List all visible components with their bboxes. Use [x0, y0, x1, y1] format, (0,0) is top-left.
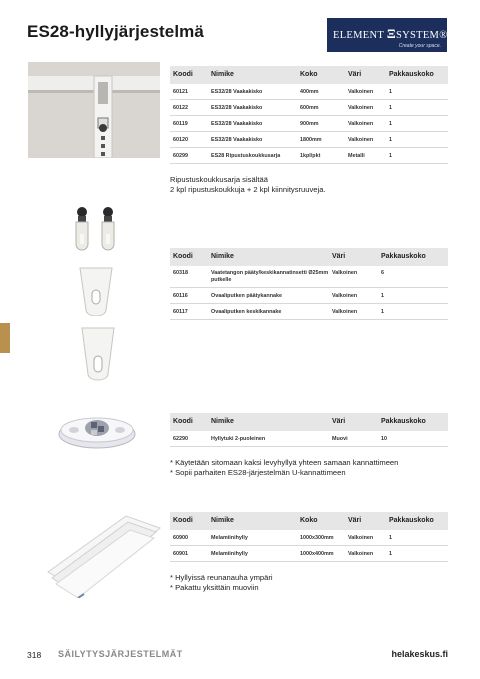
section-tab [0, 323, 10, 353]
section-name: SÄILYTYSJÄRJESTELMÄT [58, 649, 183, 659]
table-header [170, 512, 448, 530]
cell-pack: 10 [381, 436, 387, 442]
cell-code: 60119 [173, 121, 188, 127]
table-header [170, 66, 448, 84]
cell-color: Valkoinen [348, 535, 374, 541]
cell-size: 1kpl/pkt [300, 153, 321, 159]
shelf-note [170, 573, 273, 592]
cell-name: ES32/28 Vaakakisko [211, 121, 263, 127]
cell-pack: 1 [381, 293, 384, 299]
cell-code: 60318 [173, 270, 188, 276]
page-number: 318 [27, 650, 42, 660]
cell-name: ES28 Ripustuskoukkusarja [211, 153, 281, 159]
shelf-support-table [170, 413, 448, 447]
page-title: ES28-hyllyjärjestelmä [27, 22, 204, 41]
col-pack: Pakkauskoko [389, 71, 434, 78]
rail-photo [28, 62, 160, 158]
cell-color: Valkoinen [348, 105, 374, 111]
cell-color: Valkoinen [332, 309, 358, 315]
hooks-photo [68, 204, 124, 260]
cell-color: Valkoinen [348, 137, 374, 143]
cell-code: 60116 [173, 293, 188, 299]
cell-name: Melamiinihylly [211, 551, 248, 557]
cell-color: Valkoinen [348, 121, 374, 127]
table-row [170, 288, 448, 304]
shelf-boards-photo [44, 512, 162, 598]
table-row [170, 546, 448, 562]
cell-pack: 1 [389, 105, 392, 111]
col-pack: Pakkauskoko [389, 517, 434, 524]
brand-logo [327, 18, 447, 52]
logo-trademark: ® [439, 30, 448, 41]
col-code: Koodi [173, 71, 193, 78]
cell-color: Valkoinen [348, 551, 374, 557]
cell-name: ES32/28 Vaakakisko [211, 137, 263, 143]
table-header [170, 248, 448, 266]
col-color: Väri [348, 71, 362, 78]
cell-pack: 1 [381, 309, 384, 315]
cell-code: 60120 [173, 137, 188, 143]
cell-pack: 1 [389, 121, 392, 127]
table-header [170, 413, 448, 431]
cell-code: 60122 [173, 105, 188, 111]
shelf-table [170, 512, 448, 562]
cell-color: Valkoinen [332, 270, 358, 276]
note-line: * Hyllyissä reunanauha ympäri [170, 573, 273, 582]
cell-size: 600mm [300, 105, 319, 111]
cell-color: Valkoinen [348, 89, 374, 95]
cell-color: Muovi [332, 436, 348, 442]
cell-pack: 1 [389, 551, 392, 557]
cell-name: Ovaaliputken keskikannake [211, 309, 282, 315]
cell-code: 60299 [173, 153, 188, 159]
cell-pack: 1 [389, 153, 392, 159]
cell-size: 1000x300mm [300, 535, 334, 541]
shelf-support-note [170, 458, 398, 477]
cell-name: Melamiinihylly [211, 535, 248, 541]
cell-pack: 1 [389, 89, 392, 95]
note-line: * Käytetään sitomaan kaksi levyhyllyä yhteen samaan kannattimeen [170, 458, 399, 467]
website-link[interactable]: helakeskus.fi [391, 649, 448, 659]
col-name: Nimike [211, 71, 234, 78]
table-row [170, 116, 448, 132]
end-bracket-photo [78, 266, 114, 316]
col-code: Koodi [173, 517, 193, 524]
col-code: Koodi [173, 418, 193, 425]
cell-pack: 6 [381, 270, 384, 276]
cell-code: 60121 [173, 89, 188, 95]
rail-table [170, 66, 448, 164]
col-color: Väri [332, 253, 346, 260]
note-line: * Sopii parhaiten ES28-järjestelmän U-kannattimeen [170, 467, 346, 477]
col-size: Koko [300, 71, 318, 78]
col-color: Väri [348, 517, 362, 524]
col-pack: Pakkauskoko [381, 253, 426, 260]
cell-size: 900mm [300, 121, 319, 127]
cell-code: 60900 [173, 535, 188, 541]
shelf-support-photo [58, 404, 136, 454]
cell-color: Valkoinen [332, 293, 358, 299]
table-row [170, 266, 448, 288]
cell-size: 400mm [300, 89, 319, 95]
cell-name: ES32/28 Vaakakisko [211, 105, 263, 111]
col-code: Koodi [173, 253, 193, 260]
cell-size: 1800mm [300, 137, 322, 143]
cell-color: Metalli [348, 153, 365, 159]
cell-name: ES32/28 Vaakakisko [211, 89, 263, 95]
logo-word-1: ELEMENT [333, 30, 384, 41]
col-pack: Pakkauskoko [381, 418, 426, 425]
col-name: Nimike [211, 418, 234, 425]
logo-word-2: SYSTEM [395, 30, 440, 41]
cell-size: 1000x400mm [300, 551, 334, 557]
cell-pack: 1 [389, 535, 392, 541]
cell-code: 60117 [173, 309, 188, 315]
cell-name: Hyllytuki 2-puoleinen [211, 436, 266, 442]
col-size: Koko [300, 517, 318, 524]
table-row [170, 431, 448, 447]
table-row [170, 84, 448, 100]
col-name: Nimike [211, 517, 234, 524]
cell-code: 60901 [173, 551, 188, 557]
col-color: Väri [332, 418, 346, 425]
cell-code: 62290 [173, 436, 188, 442]
cell-name: Vaatetangon pääty/keskikannatinsetti Ø25mm putkelle [211, 270, 329, 283]
center-bracket-photo [80, 326, 116, 382]
note-line: * Pakattu yksittäin muoviin [170, 582, 259, 592]
col-name: Nimike [211, 253, 234, 260]
table-row [170, 132, 448, 148]
note-line: 2 kpl ripustuskoukkuja + 2 kpl kiinnitysruuveja. [170, 184, 326, 194]
logo-e-mark: Ξ [386, 26, 396, 41]
logo-tagline: Create your space. [398, 43, 441, 49]
table-row [170, 148, 448, 164]
hook-set-note [170, 175, 326, 194]
table-row [170, 304, 448, 320]
cell-pack: 1 [389, 137, 392, 143]
cell-name: Ovaaliputken päätykannake [211, 293, 283, 299]
note-line: Ripustuskoukkusarja sisältää [170, 175, 268, 184]
table-row [170, 530, 448, 546]
table-row [170, 100, 448, 116]
bracket-table [170, 248, 448, 320]
logo-wordmark [333, 26, 447, 42]
